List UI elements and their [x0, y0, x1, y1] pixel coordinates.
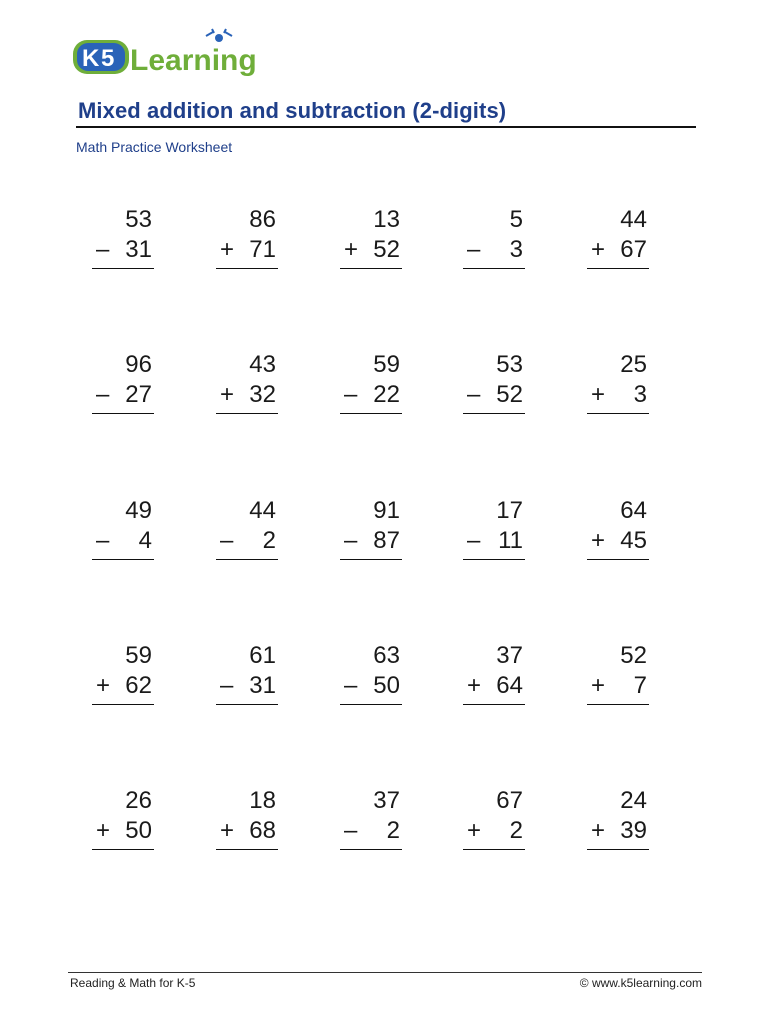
- top-number: 26: [125, 787, 152, 814]
- page-title: Mixed addition and subtraction (2-digits): [78, 98, 507, 123]
- answer-line: [216, 849, 278, 850]
- problem: [92, 497, 154, 559]
- problem: [463, 206, 525, 268]
- answer-line: [92, 849, 154, 850]
- answer-line: [340, 268, 402, 269]
- answer-line: [216, 268, 278, 269]
- operator: +: [591, 527, 606, 554]
- top-number: 25: [620, 351, 647, 378]
- operator: –: [344, 527, 358, 554]
- top-number: 96: [125, 351, 152, 378]
- top-number: 18: [249, 787, 276, 814]
- answer-line: [340, 849, 402, 850]
- operator: –: [220, 527, 234, 554]
- bottom-number: 3: [509, 236, 523, 263]
- problem: [216, 206, 278, 268]
- problem: [587, 642, 649, 704]
- top-number: 63: [373, 642, 400, 669]
- answer-line: [92, 268, 154, 269]
- answer-line: [92, 413, 154, 414]
- answer-line: [340, 704, 402, 705]
- answer-line: [587, 268, 649, 269]
- answer-line: [587, 559, 649, 560]
- bottom-number: 4: [138, 527, 152, 554]
- operator: –: [96, 236, 110, 263]
- problem: [587, 787, 649, 849]
- top-number: 44: [620, 206, 647, 233]
- answer-line: [463, 704, 525, 705]
- problem: [587, 206, 649, 268]
- top-number: 59: [125, 642, 152, 669]
- top-number: 49: [125, 497, 152, 524]
- problem: [340, 642, 402, 704]
- bottom-number: 22: [373, 381, 400, 408]
- top-number: 53: [496, 351, 523, 378]
- problem: [340, 497, 402, 559]
- bottom-number: 62: [125, 672, 152, 699]
- footer-website: © www.k5learning.com: [579, 976, 702, 990]
- problem: [340, 351, 402, 413]
- answer-line: [587, 849, 649, 850]
- top-number: 67: [496, 787, 523, 814]
- top-number: 86: [249, 206, 276, 233]
- problem: [216, 787, 278, 849]
- top-number: 17: [496, 497, 523, 524]
- answer-line: [463, 559, 525, 560]
- svg-text:Learning: Learning: [130, 44, 257, 77]
- top-number: 5: [509, 206, 523, 233]
- problem: [340, 206, 402, 268]
- bottom-number: 52: [496, 381, 523, 408]
- top-number: 24: [620, 787, 647, 814]
- problem: [587, 351, 649, 413]
- bottom-number: 39: [620, 817, 647, 844]
- operator: +: [467, 672, 482, 699]
- operator: –: [467, 236, 481, 263]
- bottom-number: 52: [373, 236, 400, 263]
- operator: +: [220, 236, 235, 263]
- answer-line: [463, 413, 525, 414]
- operator: –: [96, 527, 110, 554]
- top-number: 61: [249, 642, 276, 669]
- answer-line: [92, 559, 154, 560]
- problem: [92, 351, 154, 413]
- bottom-number: 50: [373, 672, 400, 699]
- answer-line: [216, 413, 278, 414]
- bottom-number: 2: [509, 817, 523, 844]
- problem: [216, 642, 278, 704]
- operator: +: [96, 672, 111, 699]
- bottom-number: 71: [249, 236, 276, 263]
- answer-line: [216, 704, 278, 705]
- top-number: 13: [373, 206, 400, 233]
- answer-line: [340, 413, 402, 414]
- operator: –: [467, 527, 481, 554]
- top-number: 91: [373, 497, 400, 524]
- bottom-number: 11: [498, 527, 523, 554]
- bottom-number: 31: [249, 672, 276, 699]
- bottom-number: 31: [125, 236, 152, 263]
- bottom-number: 68: [249, 817, 276, 844]
- bottom-number: 64: [496, 672, 523, 699]
- top-number: 59: [373, 351, 400, 378]
- answer-line: [216, 559, 278, 560]
- top-number: 52: [620, 642, 647, 669]
- answer-line: [340, 559, 402, 560]
- footer-divider: [68, 972, 702, 973]
- top-number: 37: [373, 787, 400, 814]
- problem: [463, 351, 525, 413]
- bottom-number: 27: [125, 381, 152, 408]
- problem: [587, 497, 649, 559]
- problem: [340, 787, 402, 849]
- operator: +: [96, 817, 111, 844]
- operator: +: [591, 672, 606, 699]
- top-number: 44: [249, 497, 276, 524]
- bottom-number: 2: [386, 817, 400, 844]
- top-number: 37: [496, 642, 523, 669]
- answer-line: [587, 413, 649, 414]
- svg-text:5: 5: [101, 45, 115, 72]
- problem: [463, 787, 525, 849]
- problem: [92, 787, 154, 849]
- problem: [92, 206, 154, 268]
- problem: [463, 642, 525, 704]
- answer-line: [463, 849, 525, 850]
- page-subtitle: Math Practice Worksheet: [76, 139, 233, 155]
- operator: +: [591, 236, 606, 263]
- problem: [92, 642, 154, 704]
- bottom-number: 2: [262, 527, 276, 554]
- top-number: 53: [125, 206, 152, 233]
- bottom-number: 45: [620, 527, 647, 554]
- operator: –: [220, 672, 234, 699]
- top-number: 64: [620, 497, 647, 524]
- operator: +: [344, 236, 359, 263]
- problem: [463, 497, 525, 559]
- operator: +: [591, 817, 606, 844]
- operator: –: [467, 381, 481, 408]
- bottom-number: 3: [633, 381, 647, 408]
- operator: –: [344, 817, 358, 844]
- bottom-number: 7: [633, 672, 647, 699]
- problem: [216, 351, 278, 413]
- bottom-number: 67: [620, 236, 647, 263]
- bottom-number: 87: [373, 527, 400, 554]
- operator: –: [344, 381, 358, 408]
- problem: [216, 497, 278, 559]
- operator: +: [220, 381, 235, 408]
- operator: +: [467, 817, 482, 844]
- footer-tagline: Reading & Math for K-5: [70, 976, 196, 990]
- top-number: 43: [249, 351, 276, 378]
- answer-line: [587, 704, 649, 705]
- operator: +: [591, 381, 606, 408]
- operator: +: [220, 817, 235, 844]
- answer-line: [92, 704, 154, 705]
- operator: –: [96, 381, 110, 408]
- bottom-number: 32: [249, 381, 276, 408]
- bottom-number: 50: [125, 817, 152, 844]
- svg-text:K: K: [82, 45, 100, 72]
- operator: –: [344, 672, 358, 699]
- answer-line: [463, 268, 525, 269]
